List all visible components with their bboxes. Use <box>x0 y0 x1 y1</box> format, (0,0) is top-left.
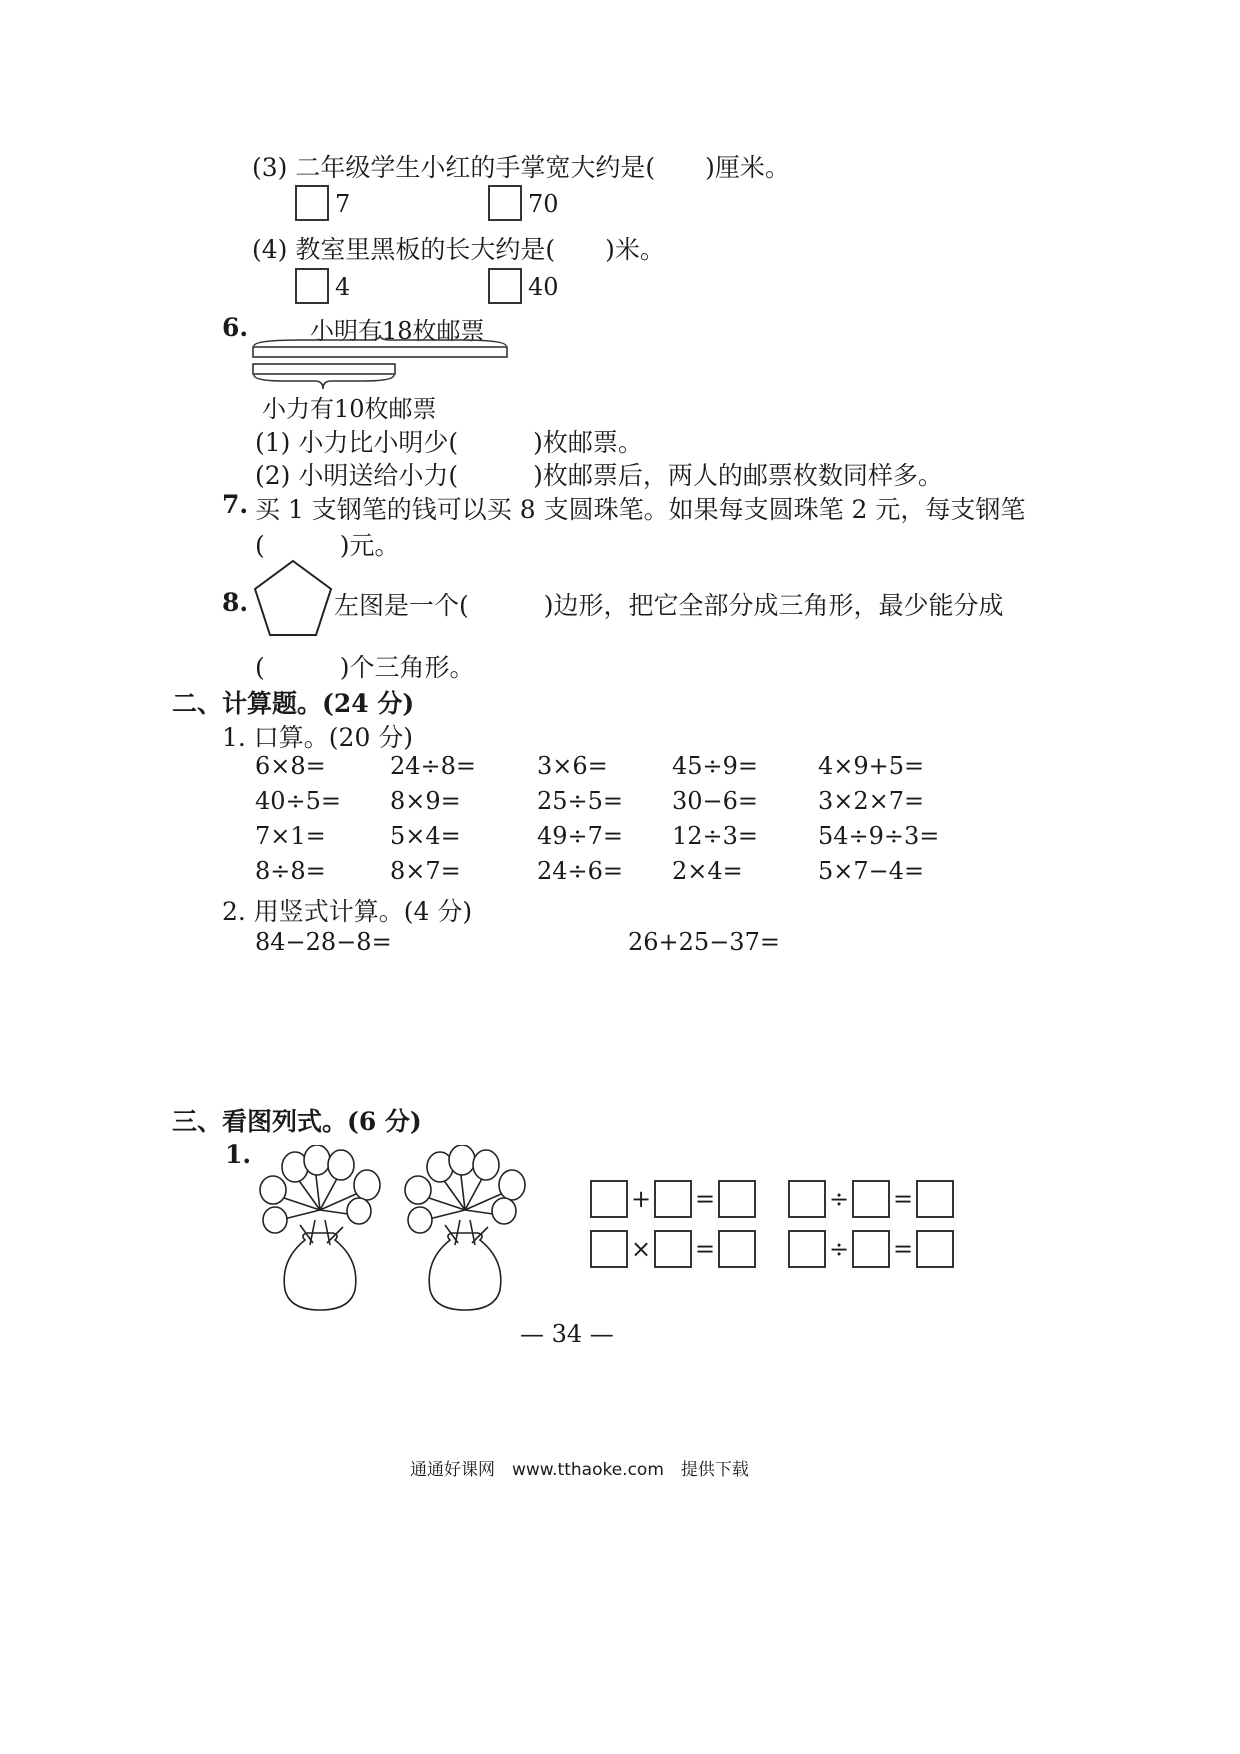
answer-box[interactable] <box>916 1230 954 1268</box>
tulip-vase-image-2 <box>400 1145 530 1315</box>
q2-1-title: 1. 口算。(20 分) <box>222 723 414 752</box>
oral-calc-item: 6×8= <box>255 752 326 780</box>
answer-box[interactable] <box>718 1230 756 1268</box>
oral-calc-item: 30−6= <box>672 787 759 815</box>
equals-sign: = <box>892 1235 914 1263</box>
operator: × <box>630 1235 652 1263</box>
answer-box[interactable] <box>916 1180 954 1218</box>
pentagon-figure <box>252 558 334 640</box>
blank-equation-3 <box>590 1230 756 1268</box>
q6-sub-1: (1) 小力比小明少( )枚邮票。 <box>255 428 643 457</box>
oral-calc-item: 4×9+5= <box>818 752 925 780</box>
answer-box[interactable] <box>590 1230 628 1268</box>
q5-4-option-2-box[interactable] <box>488 268 522 304</box>
q7-line-1: 买 1 支钢笔的钱可以买 8 支圆珠笔。如果每支圆珠笔 2 元，每支钢笔 <box>255 495 1026 524</box>
answer-box[interactable] <box>852 1230 890 1268</box>
operator: ÷ <box>828 1235 850 1263</box>
answer-box[interactable] <box>788 1230 826 1268</box>
answer-box[interactable] <box>590 1180 628 1218</box>
oral-calc-item: 3×6= <box>537 752 608 780</box>
operator: + <box>630 1185 652 1213</box>
answer-box[interactable] <box>718 1180 756 1218</box>
tulip-vase-image-1 <box>255 1145 385 1315</box>
vertical-calc-expr-1: 84−28−8= <box>255 928 392 956</box>
q2-2-title: 2. 用竖式计算。(4 分) <box>222 897 473 926</box>
equals-sign: = <box>694 1235 716 1263</box>
q5-4-text: (4) 教室里黑板的长大约是( )米。 <box>252 235 665 264</box>
answer-box[interactable] <box>654 1230 692 1268</box>
blank-equation-2 <box>788 1180 954 1218</box>
q5-3-option-2-label: 70 <box>528 190 559 218</box>
equals-sign: = <box>694 1185 716 1213</box>
oral-calc-item: 25÷5= <box>537 787 624 815</box>
q6-number: 6. <box>222 313 249 342</box>
operator: ÷ <box>828 1185 850 1213</box>
q6-bottom-label: 小力有10枚邮票 <box>262 395 437 423</box>
oral-calc-item: 24÷8= <box>390 752 477 780</box>
q8-line-2: ( )个三角形。 <box>255 653 475 682</box>
answer-box[interactable] <box>654 1180 692 1218</box>
oral-calc-item: 24÷6= <box>537 857 624 885</box>
q3-1-number: 1. <box>225 1140 252 1169</box>
answer-box[interactable] <box>788 1180 826 1218</box>
q5-4-option-2-label: 40 <box>528 273 559 301</box>
blank-equation-4 <box>788 1230 954 1268</box>
oral-calc-item: 5×4= <box>390 822 461 850</box>
oral-calc-item: 12÷3= <box>672 822 759 850</box>
oral-calc-item: 3×2×7= <box>818 787 925 815</box>
oral-calc-item: 8÷8= <box>255 857 326 885</box>
oral-calc-item: 5×7−4= <box>818 857 925 885</box>
oral-calc-item: 7×1= <box>255 822 326 850</box>
blank-equation-1 <box>590 1180 756 1218</box>
section-3-heading: 三、看图列式。(6 分) <box>172 1107 422 1136</box>
q5-4-option-1-label: 4 <box>335 273 351 301</box>
q5-4-option-1-box[interactable] <box>295 268 329 304</box>
oral-calc-item: 49÷7= <box>537 822 624 850</box>
answer-box[interactable] <box>852 1180 890 1218</box>
q5-3-text: (3) 二年级学生小红的手掌宽大约是( )厘米。 <box>252 153 790 182</box>
section-2-heading: 二、计算题。(24 分) <box>172 689 415 718</box>
stamp-comparison-diagram <box>250 334 512 394</box>
footer-credit: 通通好课网 www.tthaoke.com 提供下载 <box>410 1460 749 1480</box>
q7-number: 7. <box>222 490 249 519</box>
oral-calc-item: 8×7= <box>390 857 461 885</box>
q5-3-option-1-label: 7 <box>335 190 351 218</box>
q8-line-1: 左图是一个( )边形，把它全部分成三角形，最少能分成 <box>334 591 1004 620</box>
q6-top-label: 小明有18枚邮票 <box>310 317 485 345</box>
equals-sign: = <box>892 1185 914 1213</box>
q8-number: 8. <box>222 588 249 617</box>
q5-3-option-1-box[interactable] <box>295 185 329 221</box>
vertical-calc-expr-2: 26+25−37= <box>628 928 780 956</box>
oral-calc-item: 8×9= <box>390 787 461 815</box>
q7-line-2: ( )元。 <box>255 531 400 560</box>
oral-calc-item: 45÷9= <box>672 752 759 780</box>
oral-calc-item: 54÷9÷3= <box>818 822 940 850</box>
q5-3-option-2-box[interactable] <box>488 185 522 221</box>
oral-calc-item: 2×4= <box>672 857 743 885</box>
oral-calc-item: 40÷5= <box>255 787 342 815</box>
q6-sub-2: (2) 小明送给小力( )枚邮票后，两人的邮票枚数同样多。 <box>255 461 943 490</box>
page-number: — 34 — <box>520 1320 614 1348</box>
